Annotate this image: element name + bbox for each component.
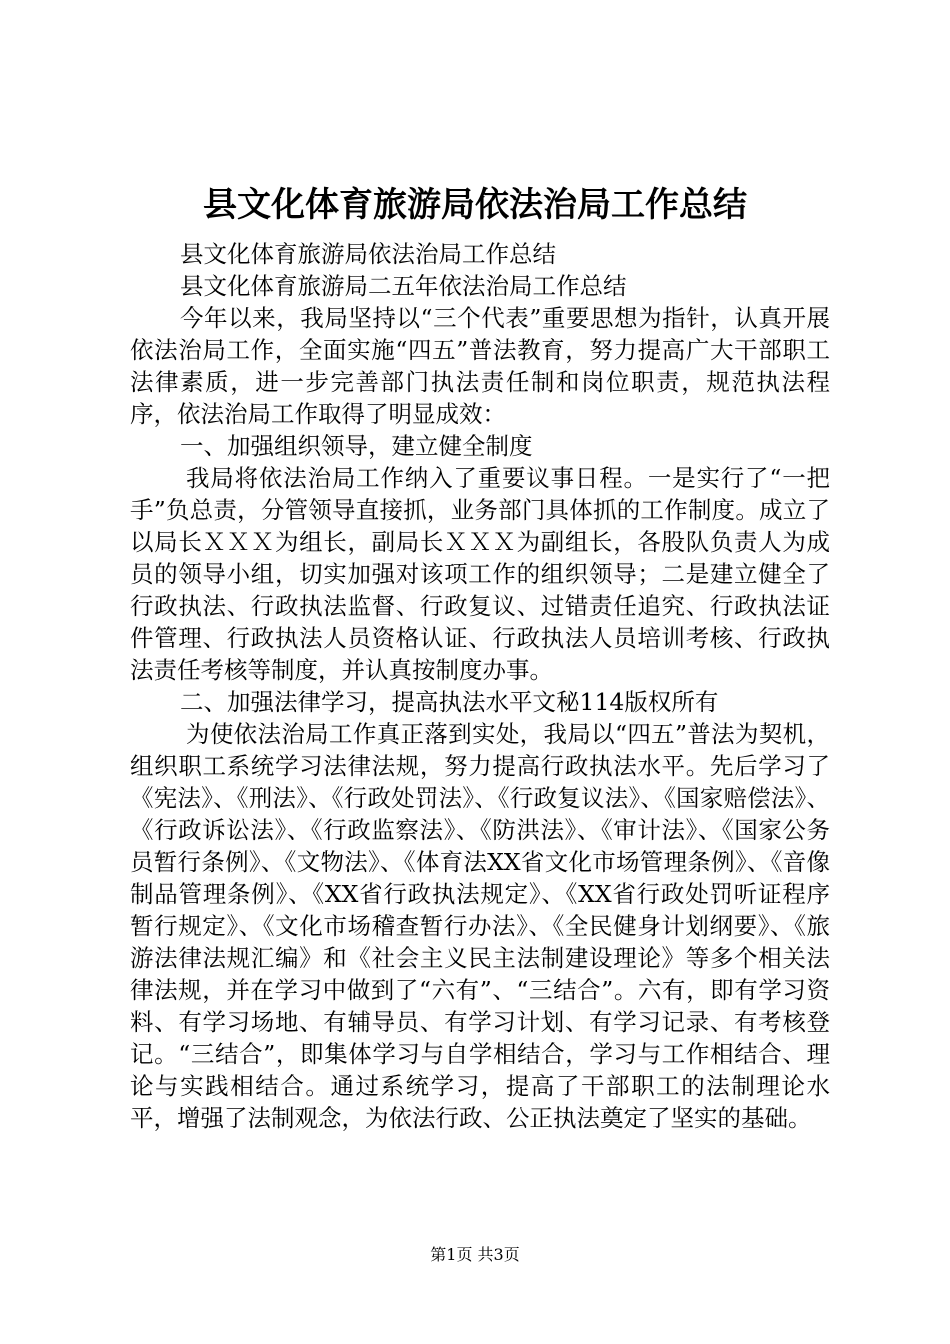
paragraph-intro: 今年以来，我局坚持以“三个代表”重要思想为指针，认真开展依法治局工作，全面实施“四五”普法教育，努力提高广大干部职工法律素质，进一步完善部门执法责任制和岗位职责，规范执法程序，依法治局工作取得了明显成效：	[130, 304, 830, 428]
page-number-footer: 第1页 共3页	[430, 1245, 520, 1264]
section-heading-2: 二、加强法律学习，提高执法水平文秘114版权所有	[180, 688, 719, 716]
document-body	[130, 238, 830, 1134]
document-title: 县文化体育旅游局依法治局工作总结	[203, 185, 747, 225]
paragraph-section-1: 我局将依法治局工作纳入了重要议事日程。一是实行了“一把手”负总责，分管领导直接抓，业务部门具体抓的工作制度。成立了以局长ＸＸＸ为组长，副局长ＸＸＸ为副组长，各股队负责人为成员的领导小组，切实加强对该项工作的组织领导；二是建立健全了行政执法、行政执法监督、行政复议、过错责任追究、行政执法证件管理、行政执法人员资格认证、行政执法人员培训考核、行政执法责任考核等制度，并认真按制度办事。	[130, 464, 830, 684]
paragraph-section-2: 为使依法治局工作真正落到实处，我局以“四五”普法为契机，组织职工系统学习法律法规，努力提高行政执法水平。先后学习了《宪法》、《刑法》、《行政处罚法》、《行政复议法》、《国家赔偿法》、《行政诉讼法》、《行政监察法》、《防洪法》、《审计法》、《国家公务员暂行条例》、《文物法》、《体育法XX省文化市场管理条例》、《音像制品管理条例》、《XX省行政执法规定》、《XX省行政处罚听证程序暂行规定》、《文化市场稽查暂行办法》、《全民健身计划纲要》、《旅游法律法规汇编》和《社会主义民主法制建设理论》等多个相关法律法规，并在学习中做到了“六有”、“三结合”。六有，即有学习资料、有学习场地、有辅导员、有学习计划、有学习记录、有考核登记。“三结合”，即集体学习与自学相结合，学习与工作相结合、理论与实践相结合。通过系统学习，提高了干部职工的法制理论水平，增强了法制观念，为依法行政、公正执法奠定了坚实的基础。	[130, 720, 830, 1132]
paragraph-subtitle: 县文化体育旅游局依法治局工作总结	[180, 240, 556, 268]
paragraph-subtitle-year: 县文化体育旅游局二五年依法治局工作总结	[180, 272, 627, 300]
section-heading-1: 一、加强组织领导，建立健全制度	[180, 432, 533, 460]
